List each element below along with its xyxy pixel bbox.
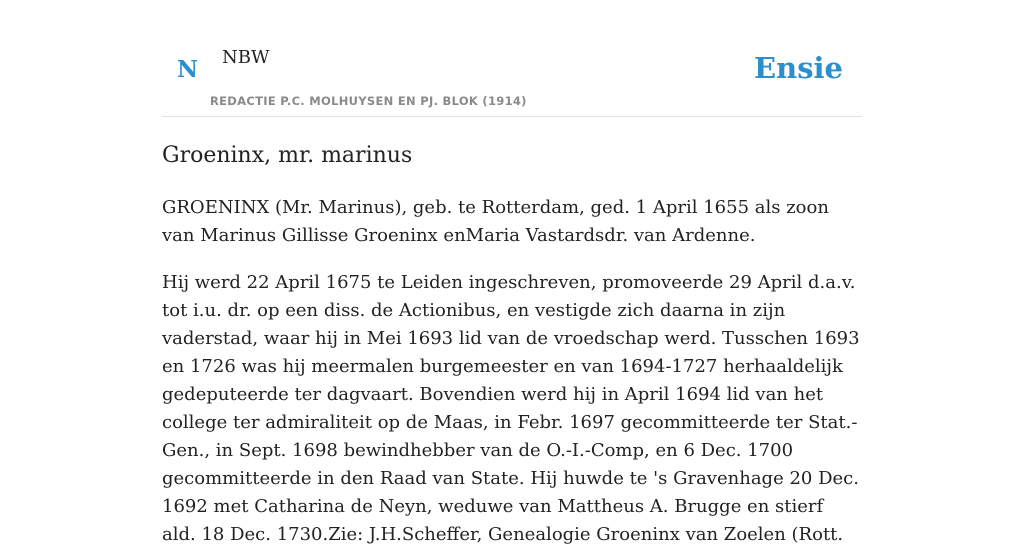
content-container xyxy=(162,0,862,549)
article-paragraph: GROENINX (Mr. Marinus), geb. te Rotterdam, ged. 1 April 1655 als zoon van Marinus Gillisse Groeninx enMaria Vastardsdr. van Ardenne. xyxy=(162,197,829,246)
header xyxy=(162,0,862,117)
article-title: Groeninx, mr. marinus xyxy=(162,143,413,168)
brand-logo[interactable]: Ensie xyxy=(754,51,843,85)
article-paragraph: Hij werd 22 April 1675 te Leiden ingeschreven, promoveerde 29 April d.a.v. tot i.u. dr. op een diss. de Actionibus, en vestigde zich daarna in zijn vaderstad, waar hij in Mei 1693 lid van de vroedschap werd. Tusschen 1693 en 1726 was hij meermalen burgemeester en van 1694-1727 herhaaldelijk gedeputeerde ter dagvaart. Bovendien werd hij in April 1694 lid van het college ter admiraliteit op de Maas, in Febr. 1697 gecommitteerde ter Stat.-Gen., in Sept. 1698 bewindhebber van de O.-I.-Comp, en 6 Dec. 1700 gecommitteerde in den Raad van State. Hij huwde te 's Gravenhage 20 Dec. 1692 met Catharina de Neyn, weduwe van Mattheus A. Brugge en stierf ald. 18 Dec. 1730.Zie: J.H.Scheffer, Genealogie Groeninx van Zoelen (Rott. xyxy=(162,272,860,545)
source-name[interactable]: NBW xyxy=(222,47,270,68)
source-initial[interactable]: N xyxy=(177,56,199,83)
source-subtitle: REDACTIE P.C. MOLHUYSEN EN PJ. BLOK (1914) xyxy=(210,94,527,108)
